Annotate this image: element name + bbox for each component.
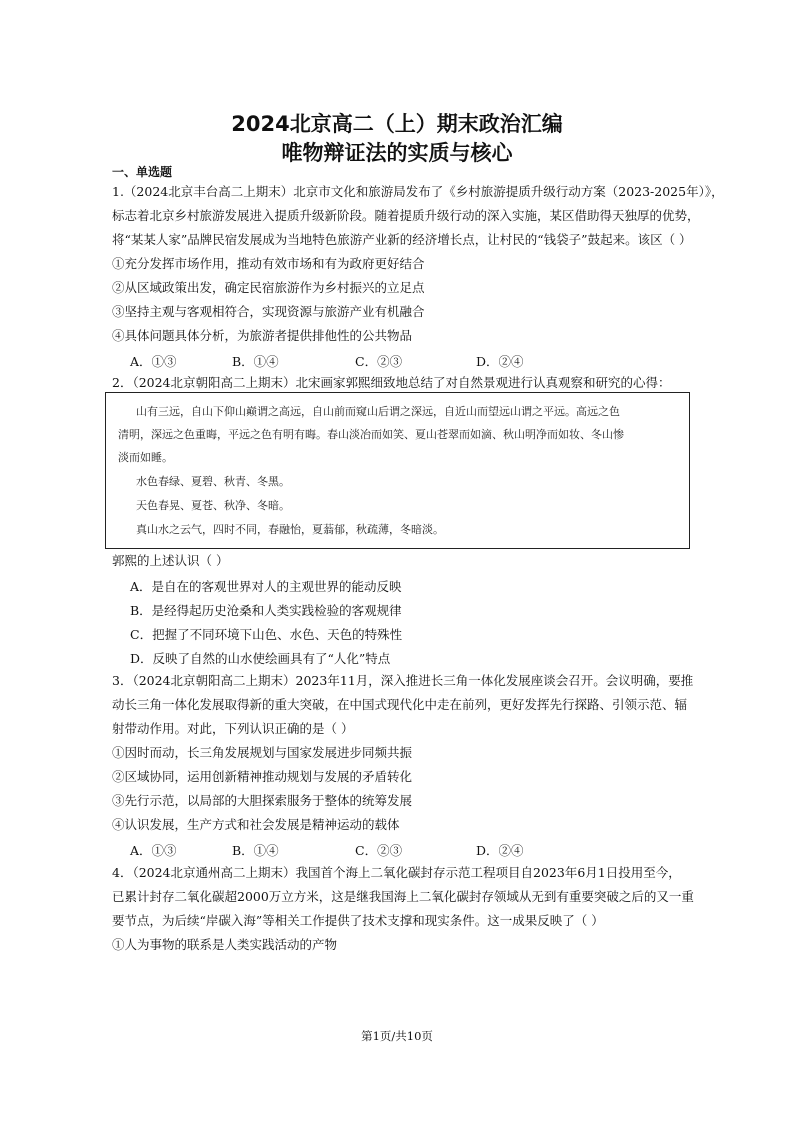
q1-option-a: A．①③ <box>130 354 177 369</box>
q2-passage-line-1: 山有三远，自山下仰山巅谓之高远，自山前而窥山后谓之深远，自近山而望远山谓之平远。高远之色 <box>136 405 620 418</box>
q1-statement-2: ②从区域政策出发，确定民宿旅游作为乡村振兴的立足点 <box>112 280 425 295</box>
q2-line-1: 2．（2024北京朝阳高二上期末）北宋画家郭熙细致地总结了对自然景观进行认真观察和研究的心得： <box>112 375 671 390</box>
q1-option-b: B．①④ <box>232 354 279 369</box>
q3-option-d: D．②④ <box>476 843 524 858</box>
document-subtitle: 唯物辩证法的实质与核心 <box>281 141 513 165</box>
q3-line-3: 射带动作用。对此，下列认识正确的是（ ） <box>112 721 354 736</box>
q2-passage-line-2: 清明，深远之色重晦，平远之色有明有晦。春山淡冶而如笑、夏山苍翠而如滴、秋山明净而如妆、冬山惨 <box>118 428 624 441</box>
q4-line-1: 4．（2024北京通州高二上期末）我国首个海上二氧化碳封存示范工程项目自2023年6月1日投用至今， <box>112 865 681 880</box>
q2-passage-box <box>105 392 690 549</box>
q1-statement-1: ①充分发挥市场作用，推动有效市场和有为政府更好结合 <box>112 256 425 271</box>
q3-line-2: 动长三角一体化发展取得新的重大突破，在中国式现代化中走在前列，更好发挥先行探路、引领示范、辐 <box>112 697 688 712</box>
q4-line-3: 要节点，为后续“岸碳入海”等相关工作提供了技术支撑和现实条件。这一成果反映了（ ） <box>112 913 604 928</box>
q4-statement-1: ①人为事物的联系是人类实践活动的产物 <box>112 937 338 952</box>
q2-passage-line-3: 淡而如睡。 <box>118 451 173 464</box>
q2-passage-line-6: 真山水之云气，四时不同，春融怡，夏蓊郁，秋疏薄，冬暗淡。 <box>136 523 444 536</box>
page-footer: 第1页/共10页 <box>361 1029 433 1043</box>
q2-passage-line-5: 天色春晃、夏苍、秋净、冬暗。 <box>136 499 290 512</box>
q2-option-c: C．把握了不同环境下山色、水色、天色的特殊性 <box>130 627 403 642</box>
q1-statement-4: ④具体问题具体分析，为旅游者提供排他性的公共物品 <box>112 328 413 343</box>
q3-statement-2: ②区域协同，运用创新精神推动规划与发展的矛盾转化 <box>112 769 413 784</box>
q2-option-a: A．是自在的客观世界对人的主观世界的能动反映 <box>130 579 402 594</box>
q2-option-d: D．反映了自然的山水使绘画具有了“人化”特点 <box>130 651 391 666</box>
q3-statement-1: ①因时而动，长三角发展规划与国家发展进步同频共振 <box>112 745 413 760</box>
q3-option-b: B．①④ <box>232 843 279 858</box>
q1-option-c: C．②③ <box>355 354 403 369</box>
q3-statement-3: ③先行示范，以局部的大胆探索服务于整体的统筹发展 <box>112 793 413 808</box>
q1-statement-3: ③坚持主观与客观相符合，实现资源与旅游产业有机融合 <box>112 304 425 319</box>
q2-passage-line-4: 水色春绿、夏碧、秋青、冬黑。 <box>136 475 290 488</box>
q3-option-a: A．①③ <box>130 843 177 858</box>
section-heading: 一、单选题 <box>112 165 173 179</box>
q3-statement-4: ④认识发展，生产方式和社会发展是精神运动的载体 <box>112 817 400 832</box>
q1-line-1: 1.（2024北京丰台高二上期末）北京市文化和旅游局发布了《乡村旅游提质升级行动方案（2023-2025年）》， <box>112 184 724 199</box>
q1-option-d: D．②④ <box>476 354 524 369</box>
q2-option-b: B．是经得起历史沧桑和人类实践检验的客观规律 <box>130 603 402 618</box>
document-title: 2024北京高二（上）期末政治汇编 <box>231 112 563 136</box>
q3-option-c: C．②③ <box>355 843 403 858</box>
q2-stem: 郭熙的上述认识（ ） <box>112 553 229 568</box>
q4-line-2: 已累计封存二氧化碳超2000万立方米，这是继我国海上二氧化碳封存领域从无到有重要突破之后的又一重 <box>112 889 694 904</box>
q1-line-2: 标志着北京乡村旅游发展进入提质升级新阶段。随着提质升级行动的深入实施，某区借助得天独厚的优势， <box>112 208 700 223</box>
q3-line-1: 3．（2024北京朝阳高二上期末）2023年11月，深入推进长三角一体化发展座谈会召开。会议明确，要推 <box>112 673 694 688</box>
q1-line-3: 将“某某人家”品牌民宿发展成为当地特色旅游产业新的经济增长点，让村民的“钱袋子”鼓起来。该区（ ） <box>112 232 692 247</box>
